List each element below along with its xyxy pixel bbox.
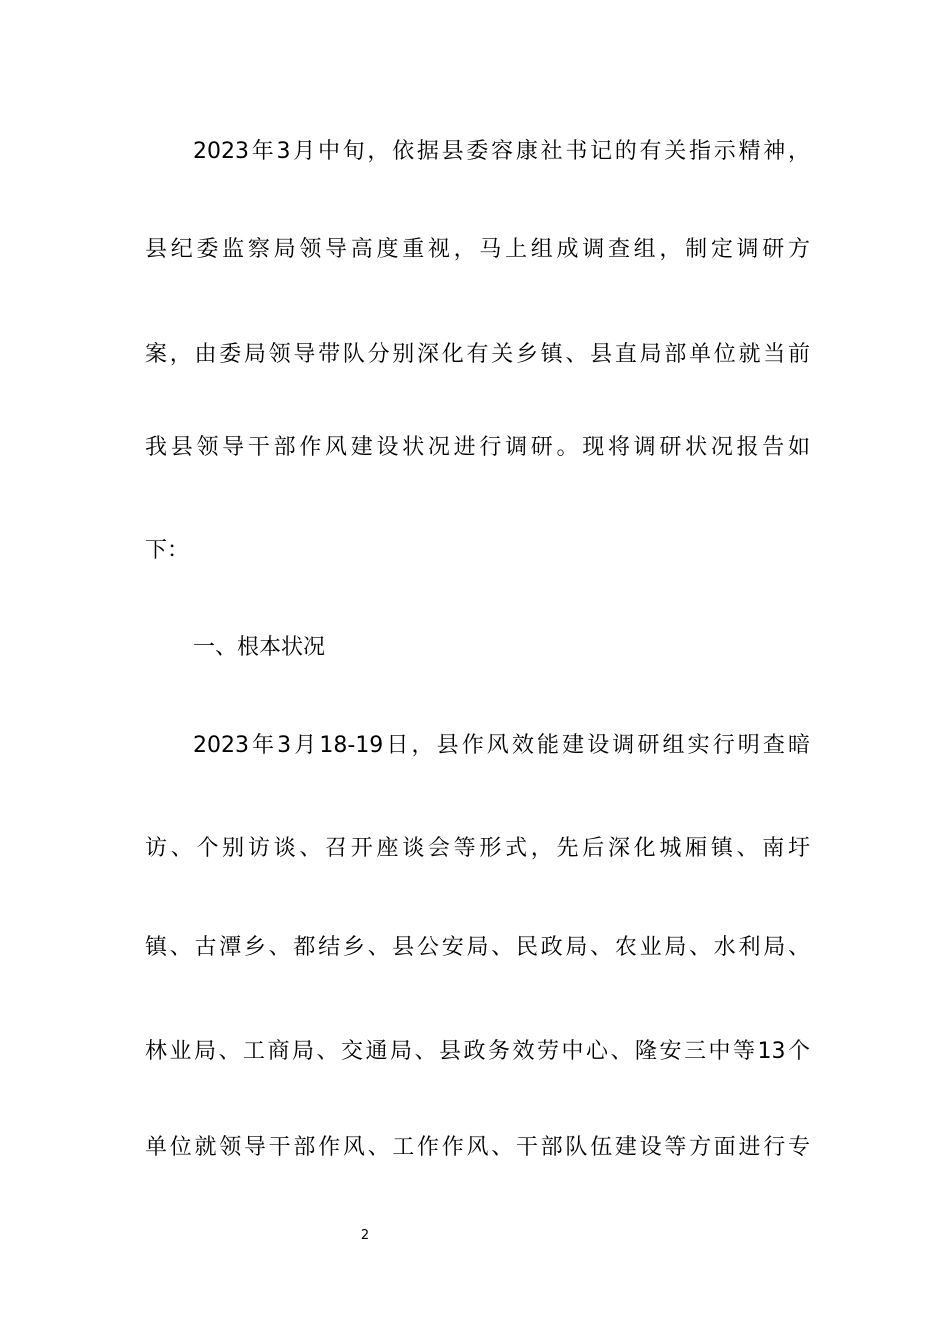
paragraph-line: 案，由委局领导带队分别深化有关乡镇、县直局部单位就当前: [145, 342, 810, 367]
paragraph-line: 访、个别访谈、召开座谈会等形式，先后深化城厢镇、南圩: [145, 836, 810, 861]
paragraph-line: 下：: [145, 538, 190, 563]
paragraph-line: 2023年3月中旬，依据县委容康社书记的有关指示精神，: [193, 139, 810, 164]
section-heading: 一、根本状况: [193, 635, 326, 660]
paragraph-line: 县纪委监察局领导高度重视，马上组成调查组，制定调研方: [145, 237, 810, 262]
paragraph-line: 镇、古潭乡、都结乡、县公安局、民政局、农业局、水利局、: [145, 935, 810, 960]
paragraph-line: 林业局、工商局、交通局、县政务效劳中心、隆安三中等13个: [145, 1039, 810, 1064]
paragraph-line: 单位就领导干部作风、工作作风、干部队伍建设等方面进行专: [145, 1135, 810, 1160]
page-number: 2: [360, 1228, 370, 1243]
paragraph-line: 我县领导干部作风建设状况进行调研。现将调研状况报告如: [145, 435, 810, 460]
paragraph-line: 2023年3月18-19日，县作风效能建设调研组实行明查暗: [193, 733, 810, 758]
